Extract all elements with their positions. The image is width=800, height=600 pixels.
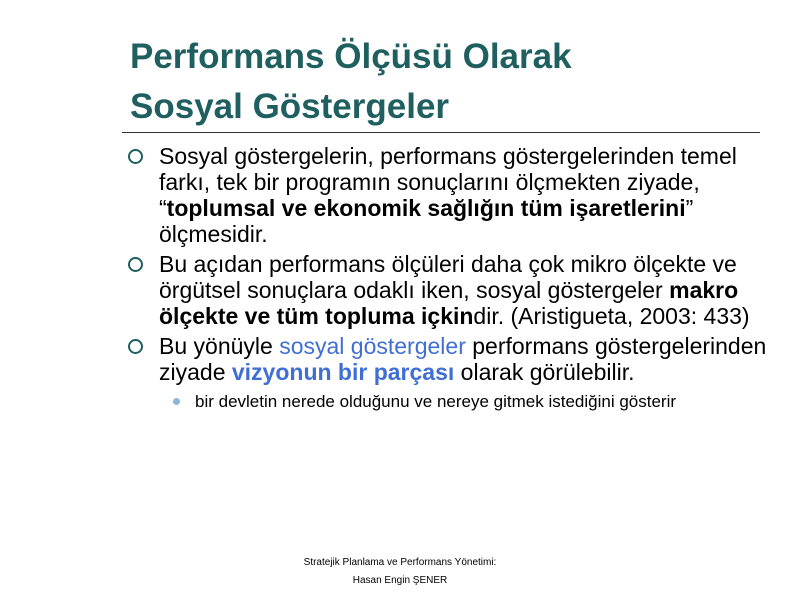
bullet-3-text-b: performans göstergelerinden ziyade xyxy=(159,333,767,385)
bullet-item-1 xyxy=(128,143,768,247)
bullet-item-3 xyxy=(128,333,768,412)
bullet-3-highlight: sosyal göstergeler xyxy=(279,333,466,359)
slide-footer xyxy=(250,554,550,590)
bullet-2-text-b: dir. (Aristigueta, 2003: 433) xyxy=(473,303,750,329)
filled-dot-bullet-icon xyxy=(173,398,180,405)
sub-bullet-text: bir devletin nerede olduğunu ve nereye gitmek istediğini gösterir xyxy=(195,392,677,411)
sub-bullet-item xyxy=(159,391,768,412)
title-divider xyxy=(122,132,760,133)
bullet-1-text-b: ” ölçmesidir. xyxy=(159,195,694,247)
bullet-1-emphasis: toplumsal ve ekonomik sağlığın tüm işaretlerini xyxy=(166,195,686,221)
bullet-3-emphasis: vizyonun bir parçası xyxy=(231,359,455,385)
hollow-circle-bullet-icon xyxy=(128,257,143,272)
bullet-list xyxy=(128,143,768,416)
slide-title-line-1: Performans Ölçüsü Olarak xyxy=(130,37,572,76)
sub-bullet-list xyxy=(159,391,768,412)
bullet-2-text-a: Bu açıdan performans ölçüleri daha çok mikro ölçekte ve örgütsel sonuçlara odaklı iken, sosyal göstergeler xyxy=(159,251,737,303)
footer-line-2: Hasan Engin ŞENER xyxy=(352,575,448,586)
bullet-item-2 xyxy=(128,251,768,329)
hollow-circle-bullet-icon xyxy=(128,149,143,164)
slide-title-line-2: Sosyal Göstergeler xyxy=(130,87,450,126)
bullet-2-emphasis: makro ölçekte ve tüm topluma içkin xyxy=(159,277,739,329)
bullet-1-text-a: Sosyal göstergelerin, performans göstergelerinden temel farkı, tek bir programın sonuçlarını ölçmekten ziyade, “ xyxy=(159,143,737,221)
bullet-3-text-a: Bu yönüyle xyxy=(159,333,280,359)
hollow-circle-bullet-icon xyxy=(128,339,143,354)
bullet-3-text-c: olarak görülebilir. xyxy=(454,359,635,385)
slide-title xyxy=(130,32,770,132)
footer-line-1: Stratejik Planlama ve Performans Yönetimi: xyxy=(303,557,497,568)
